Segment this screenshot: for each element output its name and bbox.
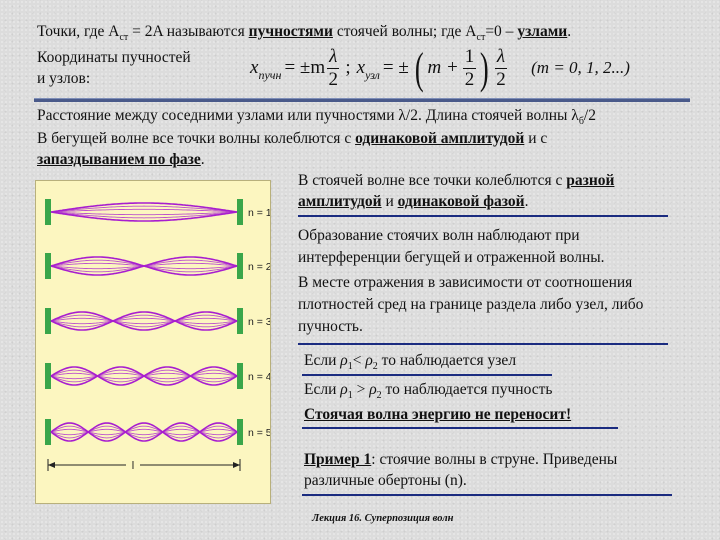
- string-overtones-figure: [35, 180, 271, 504]
- wave-curve-n3: [51, 312, 237, 330]
- text: то наблюдается узел: [377, 352, 517, 369]
- text: <: [352, 352, 366, 369]
- text: .: [524, 193, 529, 210]
- text: и: [381, 193, 398, 210]
- rho: ρ: [365, 352, 373, 369]
- standing-wave-text-cont: [298, 192, 528, 211]
- left-post: [45, 253, 51, 279]
- harmonic-label: n = 5: [248, 427, 270, 439]
- coords-label-2: и узлов:: [37, 70, 91, 87]
- text: В стоячей волне все точки колеблются с: [298, 172, 567, 189]
- subscript: ст: [476, 32, 486, 44]
- coordinates-formula: [250, 40, 630, 96]
- distance-paragraph: [37, 106, 596, 131]
- eq-pm: = ±: [382, 57, 409, 78]
- wave-curve-n3: [51, 312, 237, 330]
- coords-label-1: Координаты пучностей: [37, 49, 191, 66]
- rho: ρ: [340, 381, 348, 398]
- lambda: λ: [329, 45, 338, 67]
- example-text-cont: различные обертоны (n).: [304, 472, 467, 489]
- term-antinodes: пучностями: [248, 23, 333, 40]
- term-nodes: узлами: [517, 23, 568, 40]
- overtones-diagram: [36, 181, 270, 503]
- arrow-right: [233, 462, 240, 468]
- m-plus: m +: [427, 57, 459, 78]
- arrow-left: [48, 462, 55, 468]
- x-var: x: [356, 57, 366, 78]
- lambda: λ: [496, 45, 506, 67]
- left-post: [45, 363, 51, 389]
- text: /2: [583, 107, 596, 124]
- m-range: (m = 0, 1, 2...): [531, 58, 630, 77]
- wave-curve-n3: [51, 318, 237, 323]
- left-post: [45, 199, 51, 225]
- wave-curve-n2: [51, 257, 237, 275]
- separator-line: [302, 494, 672, 496]
- example-label: Пример 1: [304, 451, 372, 468]
- text: =0 –: [485, 23, 518, 40]
- term-amplitude: амплитудой: [298, 193, 382, 210]
- footer-lecture: Лекция 16. Суперпозиция волн: [312, 513, 454, 524]
- term-different: разной: [566, 172, 615, 189]
- separator-line: [302, 374, 552, 376]
- example-text: [304, 450, 617, 469]
- right-post: [237, 363, 243, 389]
- right-post: [237, 308, 243, 334]
- subscript-antinode: пучн: [258, 67, 282, 82]
- reflection-text-1: В месте отражения в зависимости от соотношения: [298, 274, 633, 291]
- reflection-text-2: плотностей сред на границе раздела либо узел, либо: [298, 296, 644, 313]
- text: Если: [304, 381, 341, 398]
- left-post: [45, 419, 51, 445]
- text: >: [352, 381, 370, 398]
- reflection-text-3: пучность.: [298, 318, 363, 335]
- subscript: ст: [119, 32, 129, 44]
- subscript: б: [578, 116, 584, 128]
- eq-pm-m: = ±m: [284, 57, 326, 78]
- harmonic-label: n = 3: [248, 316, 270, 328]
- wave-curve-n3: [51, 315, 237, 327]
- right-post: [237, 199, 243, 225]
- text: и с: [524, 130, 548, 147]
- rho: ρ: [340, 352, 348, 369]
- two: 2: [464, 68, 475, 90]
- text: .: [200, 151, 205, 168]
- bracket-left: (: [414, 43, 424, 93]
- separator-line: [302, 427, 618, 429]
- traveling-wave-paragraph: [37, 129, 547, 148]
- standing-wave-text: [298, 171, 614, 190]
- text: Точки, где A: [37, 23, 120, 40]
- formation-text-1: Образование стоячих волн наблюдают при: [298, 227, 580, 244]
- separator-line: [298, 343, 668, 345]
- condition-node: [304, 351, 516, 376]
- text: В бегущей волне все точки волны колеблются с: [37, 130, 356, 147]
- two: 2: [328, 68, 338, 90]
- no-energy-transfer: Стоячая волна энергию не переносит!: [304, 406, 572, 423]
- harmonic-label: n = 2: [248, 261, 270, 273]
- subscript: 2: [376, 390, 382, 402]
- left-post: [45, 308, 51, 334]
- term-same-phase: одинаковой фазой: [397, 193, 525, 210]
- text: то наблюдается пучность: [381, 381, 553, 398]
- length-label: l: [131, 460, 135, 472]
- two: 2: [496, 68, 506, 90]
- bracket-right: ): [480, 43, 489, 93]
- semicolon: ;: [345, 57, 351, 78]
- separator-line: [298, 215, 668, 217]
- right-post: [237, 253, 243, 279]
- formation-text-2: интерференции бегущей и отраженной волны.: [298, 249, 605, 266]
- divider-rule: [34, 98, 690, 102]
- subscript: 1: [347, 361, 353, 373]
- text: .: [567, 23, 572, 40]
- subscript: 2: [372, 361, 378, 373]
- harmonic-label: n = 1: [248, 207, 270, 219]
- condition-antinode: [304, 380, 552, 405]
- one: 1: [464, 45, 475, 67]
- x-var: x: [250, 57, 259, 78]
- text: = 2A называются: [128, 23, 249, 40]
- term-same-amplitude: одинаковой амплитудой: [355, 130, 525, 147]
- wave-curve-n4: [51, 367, 237, 385]
- traveling-wave-paragraph-cont: [37, 150, 205, 169]
- wave-curve-n3: [51, 318, 237, 323]
- harmonic-label: n = 4: [248, 371, 270, 383]
- rho: ρ: [369, 381, 377, 398]
- subscript: 1: [347, 390, 353, 402]
- fraction-lambda-2: [495, 46, 507, 91]
- fraction-1-2: [463, 46, 477, 91]
- fraction-lambda-2: [327, 46, 339, 91]
- text: стоячей волны; где A: [332, 23, 477, 40]
- term-phase-lag: запаздыванием по фазе: [37, 151, 201, 168]
- text: Если: [304, 352, 341, 369]
- right-post: [237, 419, 243, 445]
- text: Расстояние между соседними узлами или пучностями λ/2. Длина стоячей волны λ: [37, 107, 579, 124]
- subscript-node: узл: [365, 67, 380, 82]
- text: : стоячие волны в струне. Приведены: [371, 451, 618, 468]
- wave-curve-n3: [51, 315, 237, 327]
